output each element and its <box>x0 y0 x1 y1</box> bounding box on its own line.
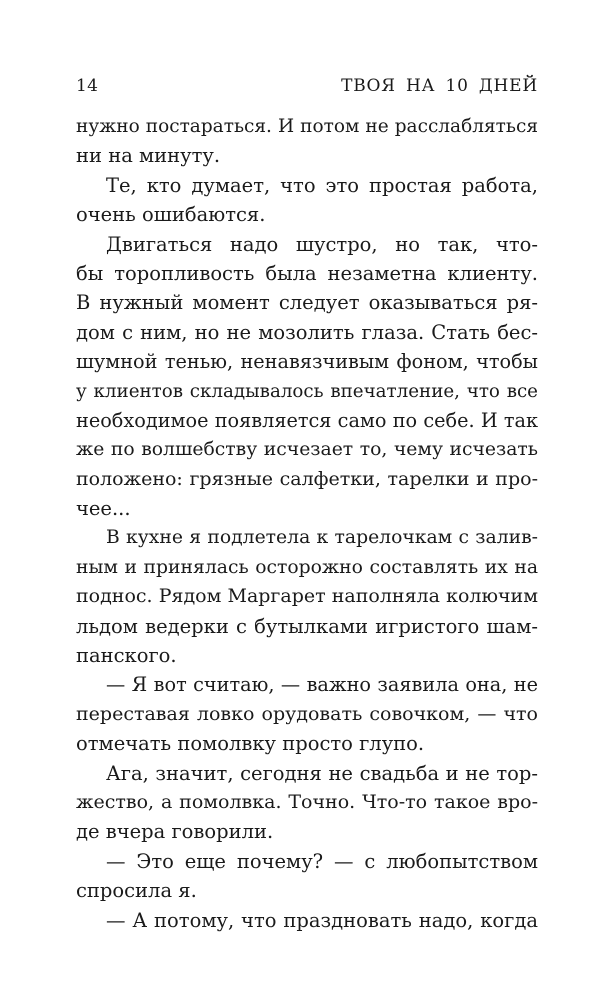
text-line: ни на минуту. <box>76 144 221 168</box>
body-text <box>76 112 538 935</box>
text-line: спросила я. <box>76 879 197 903</box>
text-line: необходимое появляется само по себе. И так <box>76 408 538 432</box>
text-line: положено: грязные салфетки, тарелки и про- <box>76 467 538 490</box>
text-line: де вчера говорили. <box>76 820 274 844</box>
text-line: В нужный момент следует оказываться ря- <box>76 291 538 315</box>
text-line: — Я вот считаю, — важно заявила она, не <box>106 673 538 697</box>
text-line: — Это еще почему? — с любопытством <box>106 849 538 873</box>
text-line: отмечать помолвку просто глупо. <box>76 732 425 756</box>
text-line: Ага, значит, сегодня не свадьба и не тор- <box>106 761 538 785</box>
page-header <box>76 76 538 100</box>
text-line: переставая ловко орудовать совочком, — что <box>76 702 538 725</box>
text-line: же по волшебству исчезает то, чему исчезать <box>76 439 538 461</box>
text-line: Те, кто думает, что это простая работа, <box>106 173 538 197</box>
text-line: у клиентов складывалось впечатление, что все <box>76 380 538 402</box>
text-line: В кухне я подлетела к тарелочкам с залив- <box>106 527 538 549</box>
text-line: льдом ведерки с бутылками игристого шам- <box>76 614 538 638</box>
text-line: дом с ним, но не мозолить глаза. Стать бес- <box>76 320 538 344</box>
text-line: бы торопливость была незаметна клиенту. <box>76 261 538 285</box>
text-line: шумной тенью, ненавязчивым фоном, чтобы <box>76 350 538 374</box>
text-line: жество, а помолвка. Точно. Что-то такое вро- <box>76 790 538 813</box>
running-title: ТВОЯ НА 10 ДНЕЙ <box>341 76 538 96</box>
text-line: поднос. Рядом Маргарет наполняла колючим <box>76 585 538 608</box>
text-line: нужно постараться. И потом не расслабляться <box>76 116 538 137</box>
text-line: ным и принялась осторожно составлять их на <box>76 556 538 578</box>
text-line: чее... <box>76 497 131 521</box>
text-line: Двигаться надо шустро, но так, что- <box>106 232 538 256</box>
page-number: 14 <box>76 76 99 96</box>
text-line: панского. <box>76 644 177 668</box>
text-line: — А потому, что праздновать надо, когда <box>106 908 538 932</box>
text-line: очень ошибаются. <box>76 203 266 227</box>
